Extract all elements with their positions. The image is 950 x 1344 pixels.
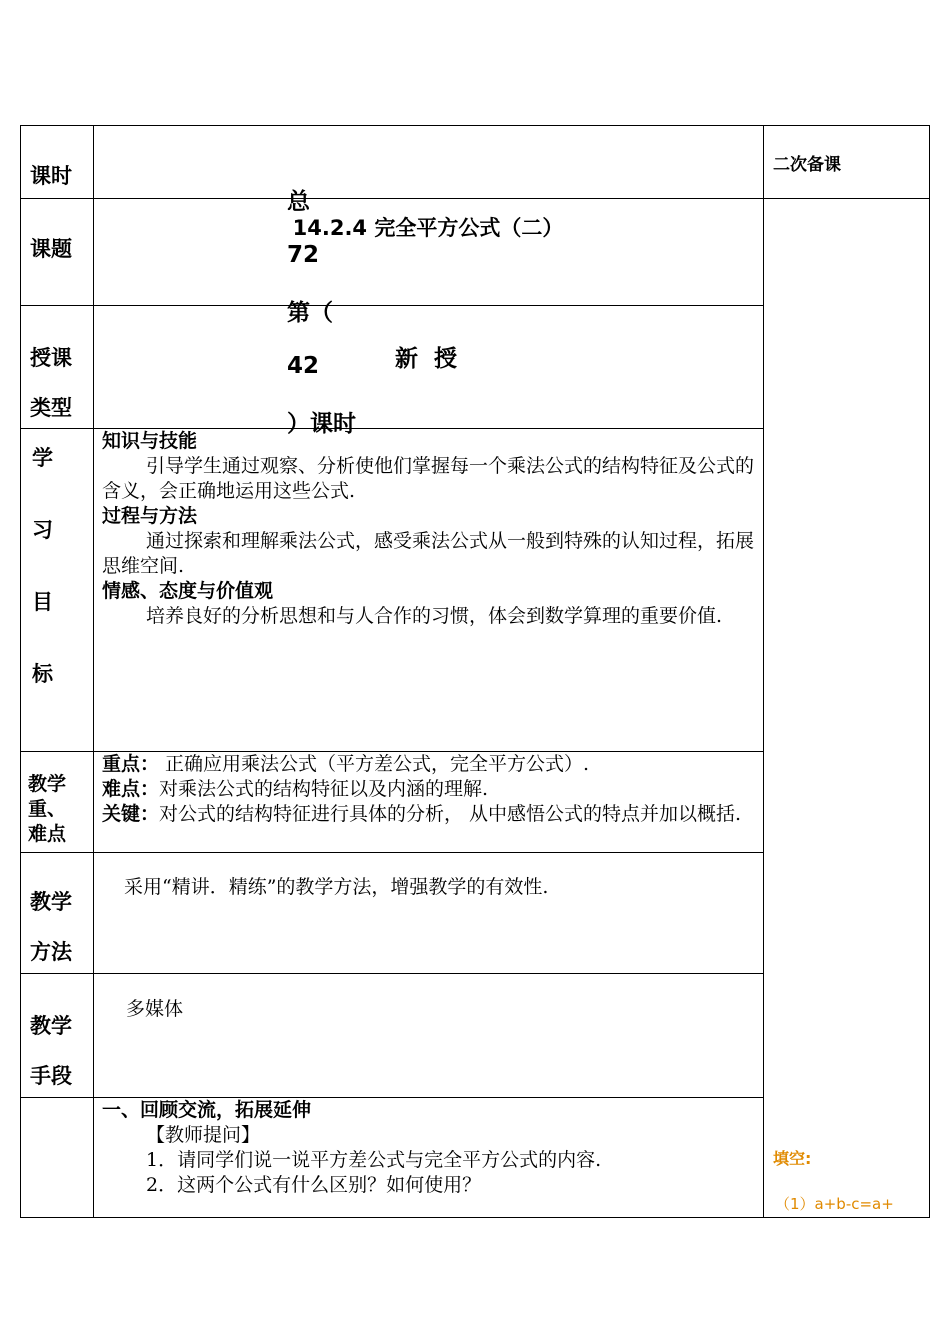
objectives-label-char: 标	[32, 662, 53, 686]
key-points-label-3: 难点	[28, 823, 67, 845]
objectives-label-char: 习	[32, 518, 53, 542]
objectives-content	[102, 429, 756, 629]
topic-label: 课题	[30, 237, 72, 261]
method-label-1: 教学	[30, 890, 72, 914]
lesson-value: 42	[287, 353, 320, 379]
table-border-bottom	[20, 1217, 930, 1218]
process-content	[102, 1098, 756, 1198]
objective-text-knowledge: 引导学生通过观察、分析使他们掌握每一个乘法公式的结构特征及公式的含义，会正确地运用这些公式.	[102, 455, 755, 502]
table-border-top	[20, 125, 930, 126]
lesson-count-line	[255, 157, 356, 464]
key-point-item	[102, 777, 756, 802]
second-prep-label: 二次备课	[773, 155, 841, 175]
lesson-type-label-2: 类型	[30, 396, 72, 420]
lesson-prefix: 第（	[287, 300, 334, 326]
teacher-question-label: 【教师提问】	[146, 1124, 261, 1146]
key-points-content	[102, 752, 756, 827]
key-point-item	[102, 752, 756, 777]
lesson-type-label-1: 授课	[30, 346, 72, 370]
row-divider	[20, 973, 764, 974]
process-section-heading: 一、回顾交流，拓展延伸	[102, 1099, 312, 1121]
total-value: 72	[287, 242, 320, 268]
table-border-right	[929, 125, 930, 1217]
means-label-1: 教学	[30, 1014, 72, 1038]
lesson-type-value: 新 授	[394, 346, 461, 372]
key-point-term: 重点：	[102, 753, 160, 775]
key-point-term: 关键：	[102, 803, 160, 825]
objective-heading-process: 过程与方法	[102, 505, 198, 527]
objectives-label-char: 目	[32, 590, 53, 614]
row-divider	[20, 305, 764, 306]
means-label-2: 手段	[30, 1064, 72, 1088]
question-item: 1．请同学们说一说平方差公式与完全平方公式的内容.	[146, 1149, 602, 1171]
key-point-text: 对公式的结构特征进行具体的分析， 从中感悟公式的特点并加以概括.	[159, 803, 742, 825]
objectives-label-char: 学	[32, 446, 53, 470]
objective-text-process: 通过探索和理解乘法公式，感受乘法公式从一般到特殊的认知过程，拓展思维空间.	[102, 530, 755, 577]
method-label-2: 方法	[30, 940, 72, 964]
total-label: 总	[287, 189, 311, 215]
key-points-label-2: 重、	[28, 798, 67, 820]
question-item: 2．这两个公式有什么区别？如何使用？	[146, 1174, 482, 1196]
side-note-item: （1）a+b-c=a+	[775, 1195, 894, 1213]
method-text: 采用“精讲．精练”的教学方法，增强教学的有效性.	[124, 876, 549, 898]
objective-heading-knowledge: 知识与技能	[102, 430, 198, 452]
column-divider	[93, 125, 94, 1217]
lesson-suffix: ）课时	[287, 411, 357, 437]
key-point-text: 对乘法公式的结构特征以及内涵的理解.	[159, 778, 489, 800]
column-divider	[763, 125, 764, 1217]
key-points-label	[28, 772, 66, 847]
key-points-label-1: 教学	[28, 773, 67, 795]
objective-text-attitude: 培养良好的分析思想和与人合作的习惯，体会到数学算理的重要价值.	[146, 605, 723, 627]
key-point-term: 难点：	[102, 778, 160, 800]
key-point-item	[102, 802, 756, 827]
row-divider	[20, 198, 930, 199]
means-text: 多媒体	[126, 998, 184, 1020]
row-divider	[20, 852, 764, 853]
table-border-left	[20, 125, 21, 1217]
side-note-title: 填空:	[773, 1149, 812, 1168]
topic-title: 14.2.4 完全平方公式（二）	[292, 216, 564, 240]
key-point-text: 正确应用乘法公式（平方差公式，完全平方公式）.	[159, 753, 590, 775]
lesson-label: 课时	[30, 164, 72, 188]
objective-heading-attitude: 情感、态度与价值观	[102, 580, 274, 602]
